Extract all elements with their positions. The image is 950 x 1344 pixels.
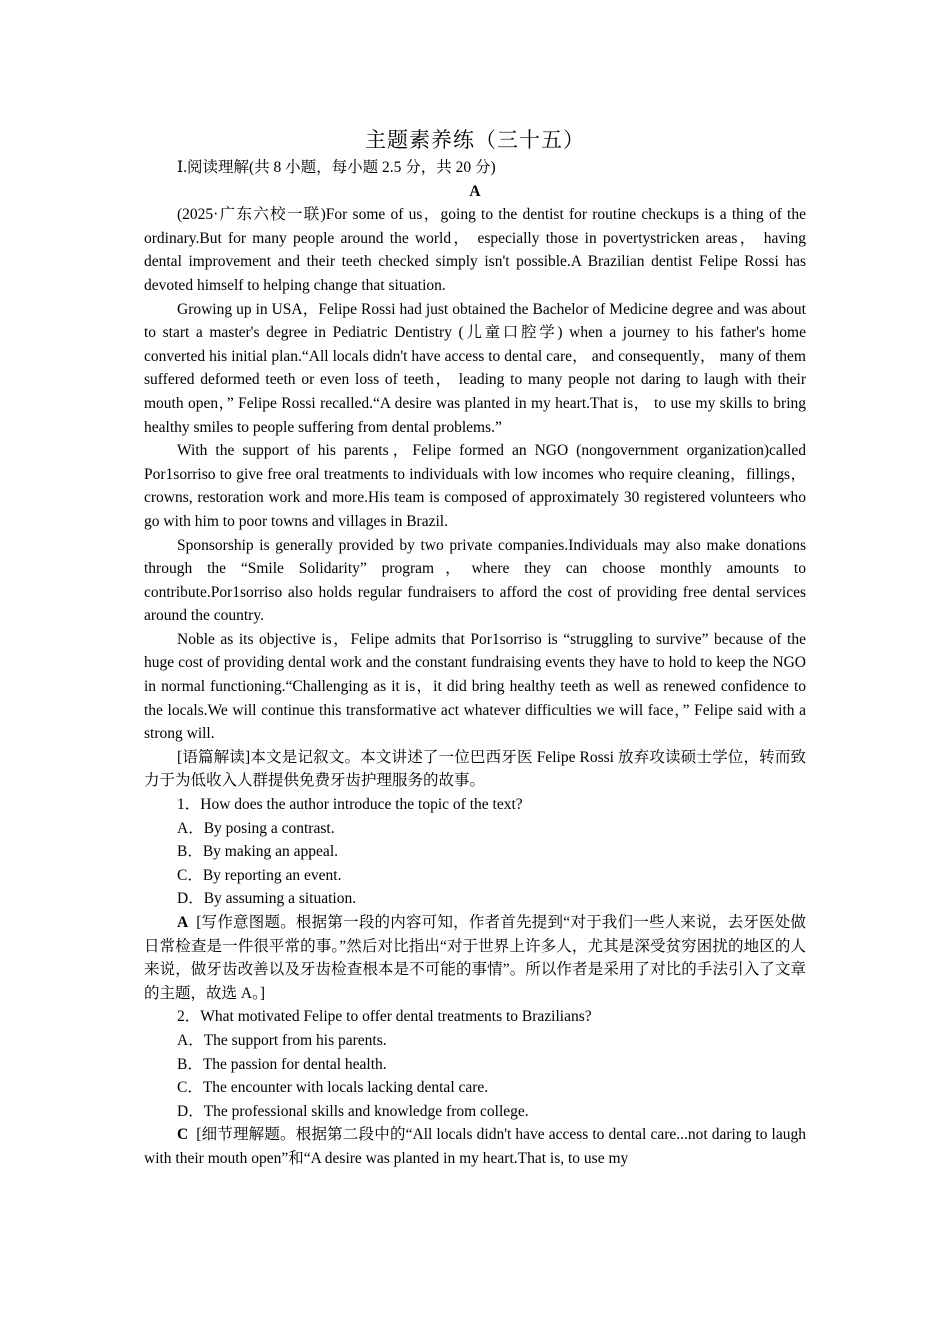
part-label: A <box>469 182 481 200</box>
question-1-answer <box>144 911 806 1005</box>
question-2-option-b: B．The passion for dental health. <box>177 1055 387 1073</box>
question-1-option-a: A．By posing a contrast. <box>177 819 335 837</box>
section-heading: Ⅰ.阅读理解(共 8 小题，每小题 2.5 分，共 20 分) <box>177 159 496 176</box>
question-1-option-b: B．By making an appeal. <box>177 843 338 861</box>
passage-paragraph-1: (2025·广东六校一联)For some of us，going to the dentist for routine checkups is a thing of the ordinary.But for many people around the world， especially those in povertystricken areas， having dental improvement and their teeth checked simply isn't possible.A Brazilian dentist Felipe Rossi has devoted himself to helping change that situation. <box>144 206 806 294</box>
passage-analysis <box>144 746 806 793</box>
question-2-option-c: C．The encounter with locals lacking dental care. <box>177 1079 489 1097</box>
question-2-option-a: A．The support from his parents. <box>177 1031 387 1049</box>
question-2-explanation: [细节理解题。根据第二段中的“All locals didn't have access to dental care...not daring to laugh with their mouth open”和“A desire was planted in my heart.That is, to use my <box>144 1126 806 1167</box>
question-1-explanation: [写作意图题。根据第一段的内容可知，作者首先提到“对于我们一些人来说，去牙医处做日常检查是一件很平常的事。”然后对比指出“对于世界上许多人，尤其是深受贫穷困扰的地区的人来说，做牙齿改善以及牙齿检查根本是不可能的事情”。所以作者是采用了对比的手法引入了文章的主题，故选 A。] <box>144 914 806 1002</box>
question-2-stem: 2．What motivated Felipe to offer dental treatments to Brazilians? <box>177 1008 592 1026</box>
question-1-answer-key: A <box>177 914 189 931</box>
passage-paragraph-5: Noble as its objective is，Felipe admits that Por1sorriso is “struggling to survive” because of the huge cost of providing dental work and the constant fundraising events they have to hold to keep the NGO in normal functioning.“Challenging as it is，it did bring healthy teeth as well as renewed confidence to the locals.We will continue this transformative act whatever difficulties we will face，” Felipe said with a strong will. <box>144 630 806 743</box>
question-2-answer <box>144 1123 806 1170</box>
document-page <box>144 126 806 1171</box>
page-title: 主题素养练（三十五） <box>365 128 585 152</box>
passage-paragraph-2: Growing up in USA，Felipe Rossi had just obtained the Bachelor of Medicine degree and was about to start a master's degree in Pediatric Dentistry (儿童口腔学) when a journey to his father's home converted his initial plan.“All locals didn't have access to dental care， and consequently， many of them suffered deformed teeth or even loss of teeth， leading to many people not daring to laugh with their mouth open，” Felipe Rossi recalled.“A desire was planted in my heart.That is， to use my skills to bring healthy smiles to people suffering from dental problems.” <box>144 300 806 436</box>
question-2-option-d: D．The professional skills and knowledge from college. <box>177 1102 529 1120</box>
question-1-option-c: C．By reporting an event. <box>177 866 342 884</box>
question-2-answer-key: C <box>177 1126 189 1144</box>
passage-paragraph-3: With the support of his parents，Felipe formed an NGO (nongovernment organization)called Por1sorriso to give free oral treatments to individuals with low incomes who require cleaning，fillings，crowns, restoration work and more.His team is composed of approximately 30 registered volunteers who go with him to poor towns and villages in Brazil. <box>144 442 806 530</box>
analysis-label: [语篇解读] <box>177 748 251 766</box>
passage-paragraph-4: Sponsorship is generally provided by two private companies.Individuals may also make donations through the “Smile Solidarity” program，where they can choose monthly amounts to contribute.Por1sorriso also holds regular fundraisers to afford the cost of providing free dental services around the country. <box>144 536 806 625</box>
question-1-option-d: D．By assuming a situation. <box>177 890 357 908</box>
analysis-text: 本文是记叙文。本文讲述了一位巴西牙医 Felipe Rossi 放弃攻读硕士学位，转而致力于为低收入人群提供免费牙齿护理服务的故事。 <box>144 748 806 790</box>
question-1-stem: 1．How does the author introduce the topic of the text? <box>177 796 523 814</box>
